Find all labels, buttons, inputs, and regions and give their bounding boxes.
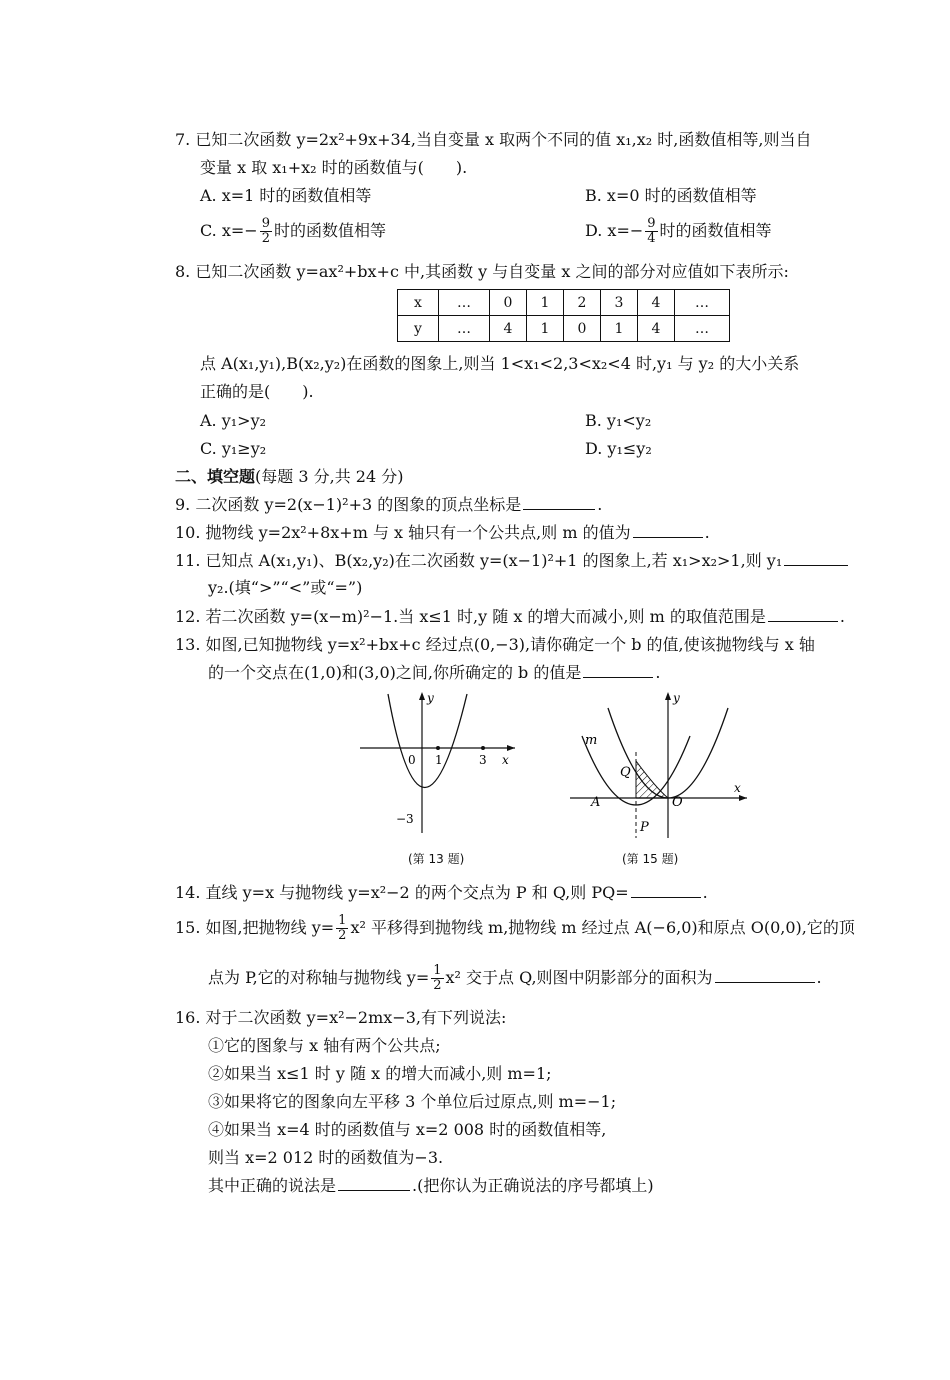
q14-text: 14. 直线 y=x 与抛物线 y=x²−2 的两个交点为 P 和 Q,则 PQ= [175,883,629,902]
fig15-y-arrow-icon [665,692,671,700]
table-cell: 1 [601,316,638,342]
q12-answer-blank[interactable] [768,607,838,622]
q11-line1 [175,550,850,572]
q15-line1 [175,912,855,944]
fig15-caption: (第 15 题) [622,852,679,866]
q12-text: 12. 若二次函数 y=(x−m)²−1.当 x≤1 时,y 随 x 的增大而减小,则 m 的取值范围是 [175,607,766,626]
q7-option-a: A. x=1 时的函数值相等 [200,186,372,205]
q11-text: 11. 已知点 A(x₁,y₁)、B(x₂,y₂)在二次函数 y=(x−1)²+1 的图象上,若 x₁>x₂>1,则 y₁ [175,551,783,570]
q15-answer-blank[interactable] [715,968,815,983]
q16-statement-4: ④如果当 x=4 时的函数值与 x=2 008 时的函数值相等, [208,1120,607,1139]
fig13-tick-1: 1 [435,753,443,767]
q10-end: . [704,523,710,542]
fig13-tick-3: 3 [479,753,487,767]
q16-statement-3: ③如果将它的图象向左平移 3 个单位后过原点,则 m=−1; [208,1092,617,1111]
table-cell: 4 [638,316,675,342]
q10 [175,522,710,544]
q16-statement-1: ①它的图象与 x 轴有两个公共点; [208,1036,441,1055]
fig15-o-label: O [672,795,683,810]
q8-option-c: C. y₁≥y₂ [200,439,267,458]
q16-last [208,1175,654,1197]
q7-option-d [585,216,772,246]
fig15-q-label: Q [620,765,631,780]
q7-option-c-post: 时的函数值相等 [273,221,386,240]
q8-option-a: A. y₁>y₂ [200,411,267,430]
q15-frac-den: 2 [338,928,347,943]
table-cell: 4 [490,316,527,342]
q8-value-table [397,289,730,342]
section-title: 二、填空题 [175,467,256,486]
fig13-y-arrow-icon [419,692,425,700]
q9-text: 9. 二次函数 y=2(x−1)²+3 的图象的顶点坐标是 [175,495,522,514]
table-cell: 0 [490,290,527,316]
table-row [398,290,730,316]
q8-line2: 点 A(x₁,y₁),B(x₂,y₂)在函数的图象上,则当 1<x₁<2,3<x₂<4 时,y₁ 与 y₂ 的大小关系 [200,354,800,373]
q7-option-c [200,216,386,246]
q15-frac-num: 1 [338,913,347,928]
q15-text-d: x² 交于点 Q,则图中阴影部分的面积为 [445,968,713,987]
q7-option-d-num: 9 [647,216,656,231]
table-cell: 4 [638,290,675,316]
table-cell: … [675,290,730,316]
q16-statement-2: ②如果当 x≤1 时 y 随 x 的增大而减小,则 m=1; [208,1064,552,1083]
q16-text: 其中正确的说法是 [208,1176,337,1195]
q7-option-c-num: 9 [261,216,270,231]
section-heading [175,466,403,488]
q12 [175,606,845,628]
q8-option-b: B. y₁<y₂ [585,411,652,430]
q15-line2 [208,962,822,994]
table-cell: 1 [527,290,564,316]
q10-text: 10. 抛物线 y=2x²+8x+m 与 x 轴只有一个公共点,则 m 的值为 [175,523,631,542]
q16-answer-blank[interactable] [338,1176,410,1191]
q7-line2: 变量 x 取 x₁+x₂ 时的函数值与( ). [200,158,468,177]
q15-text-b: x² 平移得到抛物线 m,抛物线 m 经过点 A(−6,0)和原点 O(0,0),它的顶 [350,918,855,937]
q13-answer-blank[interactable] [583,663,653,678]
q16-end: .(把你认为正确说法的序号都填上) [412,1176,654,1195]
q16-statement-5: 则当 x=2 012 时的函数值为−3. [208,1148,444,1167]
q7-option-c-den: 2 [261,231,270,246]
fig15-x-label: x [734,781,741,795]
table-cell: … [675,316,730,342]
table-cell: 2 [564,290,601,316]
figure-13 [355,688,525,836]
fig15-x-arrow-icon [739,795,747,801]
fig13-parabola [388,694,467,788]
q12-end: . [839,607,845,626]
q13-line2 [208,662,660,684]
q8-option-d: D. y₁≤y₂ [585,439,652,458]
q9 [175,494,602,516]
q7-option-d-fraction [645,217,657,246]
fig13-caption: (第 13 题) [408,852,465,866]
table-row [398,316,730,342]
q15-fraction-2 [431,964,443,993]
q16-line1: 16. 对于二次函数 y=x²−2mx−3,有下列说法: [175,1008,507,1027]
q15-text-a: 15. 如图,把抛物线 y= [175,918,335,937]
fig13-x-arrow-icon [507,745,515,751]
table-cell: x [398,290,439,316]
q9-answer-blank[interactable] [523,495,595,510]
q7-option-d-den: 4 [647,231,656,246]
fig13-origin-label: 0 [408,753,416,767]
fig13-point-1 [436,746,440,750]
q10-answer-blank[interactable] [633,523,703,538]
fig13-point-3 [481,746,485,750]
q14-answer-blank[interactable] [631,883,701,898]
q7-option-d-post: 时的函数值相等 [659,221,772,240]
q14-end: . [702,883,708,902]
q15-frac2-num: 1 [433,963,442,978]
fig13-x-label: x [502,753,509,767]
fig15-p-label: P [640,820,649,835]
q8-line1: 8. 已知二次函数 y=ax²+bx+c 中,其函数 y 与自变量 x 之间的部分对应值如下表所示: [175,262,789,281]
fig15-a-label: A [591,795,601,810]
q11-answer-blank[interactable] [784,551,848,566]
fig13-y-label: y [427,691,434,705]
q7-option-d-pre: D. x=− [585,221,644,240]
table-cell: 1 [527,316,564,342]
q13-text: 的一个交点在(1,0)和(3,0)之间,你所确定的 b 的值是 [208,663,582,682]
q13-end: . [655,663,661,682]
table-cell: 0 [564,316,601,342]
q7-option-b: B. x=0 时的函数值相等 [585,186,757,205]
q13-line1: 13. 如图,已知抛物线 y=x²+bx+c 经过点(0,−3),请你确定一个 b 的值,使该抛物线与 x 轴 [175,635,815,654]
fig13-tick-minus3: −3 [396,812,414,826]
fig15-y-label: y [673,691,680,705]
table-cell: … [439,316,490,342]
table-cell: y [398,316,439,342]
table-cell: … [439,290,490,316]
q15-frac2-den: 2 [433,978,442,993]
q15-fraction-1 [336,914,348,943]
q7-option-c-fraction [260,217,272,246]
q14 [175,882,708,904]
q15-end: . [816,968,822,987]
figure-15 [565,688,755,844]
q8-line3: 正确的是( ). [200,382,314,401]
q9-end: . [597,495,603,514]
q7-option-c-pre: C. x=− [200,221,258,240]
q11-line2: y₂.(填“>”“<”或“=”) [208,578,363,597]
section-note: (每题 3 分,共 24 分) [255,467,404,486]
q15-text-c: 点为 P,它的对称轴与抛物线 y= [208,968,430,987]
table-cell: 3 [601,290,638,316]
fig15-m-label: m [585,733,598,748]
q7-line1: 7. 已知二次函数 y=2x²+9x+34,当自变量 x 取两个不同的值 x₁,x₂ 时,函数值相等,则当自 [175,130,812,149]
